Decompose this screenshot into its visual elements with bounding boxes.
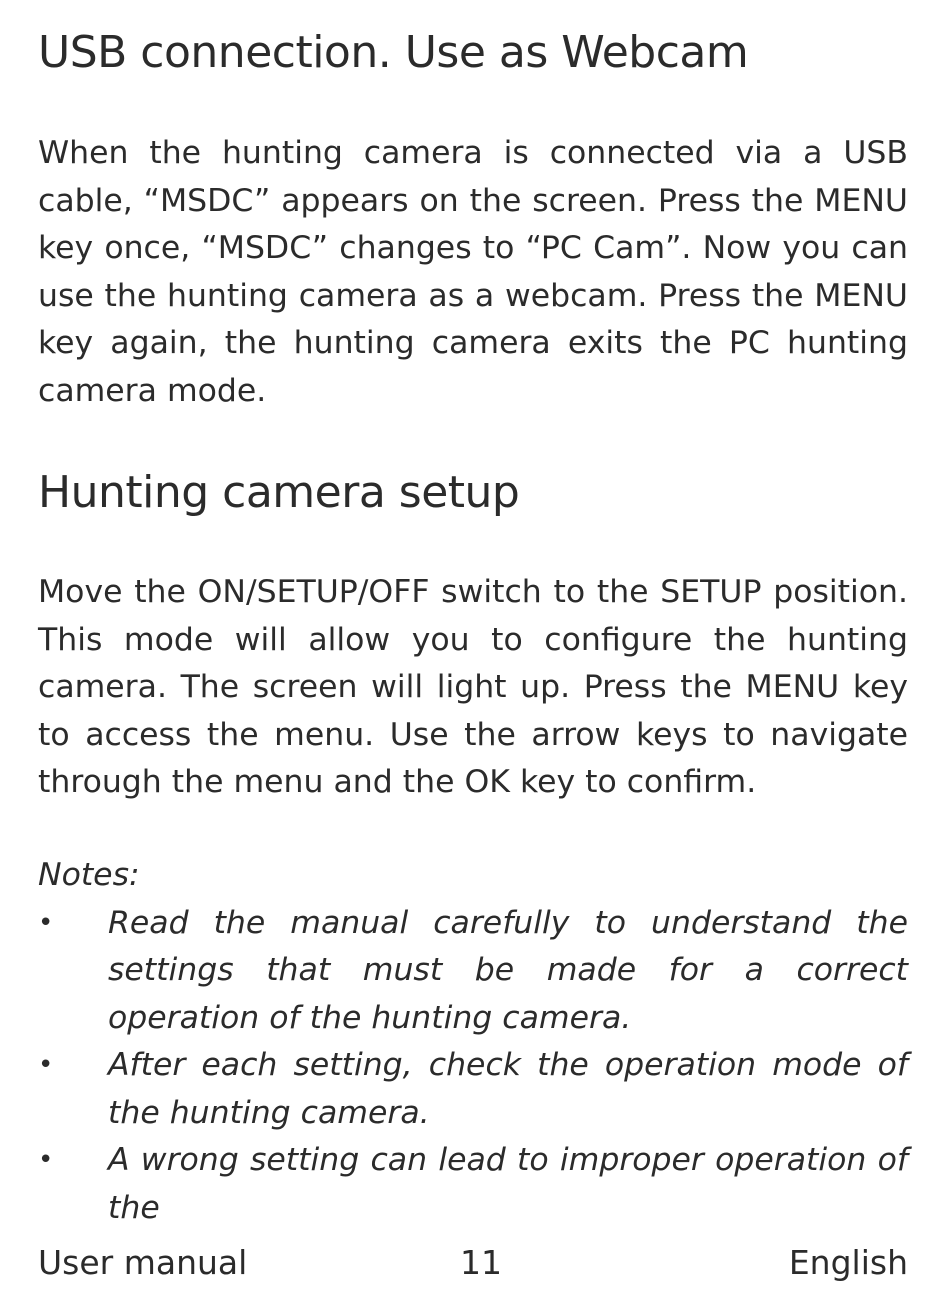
bullet-icon: • bbox=[38, 1050, 54, 1080]
bullet-icon: • bbox=[38, 1145, 54, 1175]
notes-title: Notes: bbox=[38, 857, 140, 893]
paragraph-camera-setup: Move the ON/SETUP/OFF switch to the SETUP position. This mode will allow you to configure the hunting camera. The screen will light up. Press the MENU key to access the menu. Use the arrow keys to navigate through the menu and the OK key to confirm. bbox=[38, 574, 908, 800]
manual-page bbox=[38, 0, 908, 1293]
section-heading-usb-connection: USB connection. Use as Webcam bbox=[38, 27, 749, 78]
list-item bbox=[38, 900, 908, 1043]
page-number: 11 bbox=[460, 1243, 502, 1282]
note-text: Read the manual carefully to understand the settings that must be made for a correct operation of the hunting camera. bbox=[108, 904, 908, 1036]
list-item bbox=[38, 1042, 908, 1137]
bullet-icon: • bbox=[38, 907, 54, 938]
paragraph-usb-connection: When the hunting camera is connected via a USB cable, “MSDC” appears on the screen. Press the MENU key once, “MSDC” changes to “PC Cam”. Now you can use the hunting camera as a webcam. Press the MENU key again, the hunting camera exits the PC hunting camera mode. bbox=[38, 135, 908, 409]
notes-list bbox=[38, 900, 908, 1233]
note-text: A wrong setting can lead to improper operation of the bbox=[108, 1142, 908, 1226]
section-heading-camera-setup: Hunting camera setup bbox=[38, 467, 520, 518]
notes-block bbox=[38, 852, 908, 1232]
page-footer bbox=[38, 1238, 908, 1288]
footer-language: English bbox=[788, 1243, 908, 1282]
note-text: After each setting, check the operation mode of the hunting camera. bbox=[108, 1047, 908, 1131]
footer-document-title: User manual bbox=[38, 1243, 248, 1282]
list-item bbox=[38, 1137, 908, 1232]
